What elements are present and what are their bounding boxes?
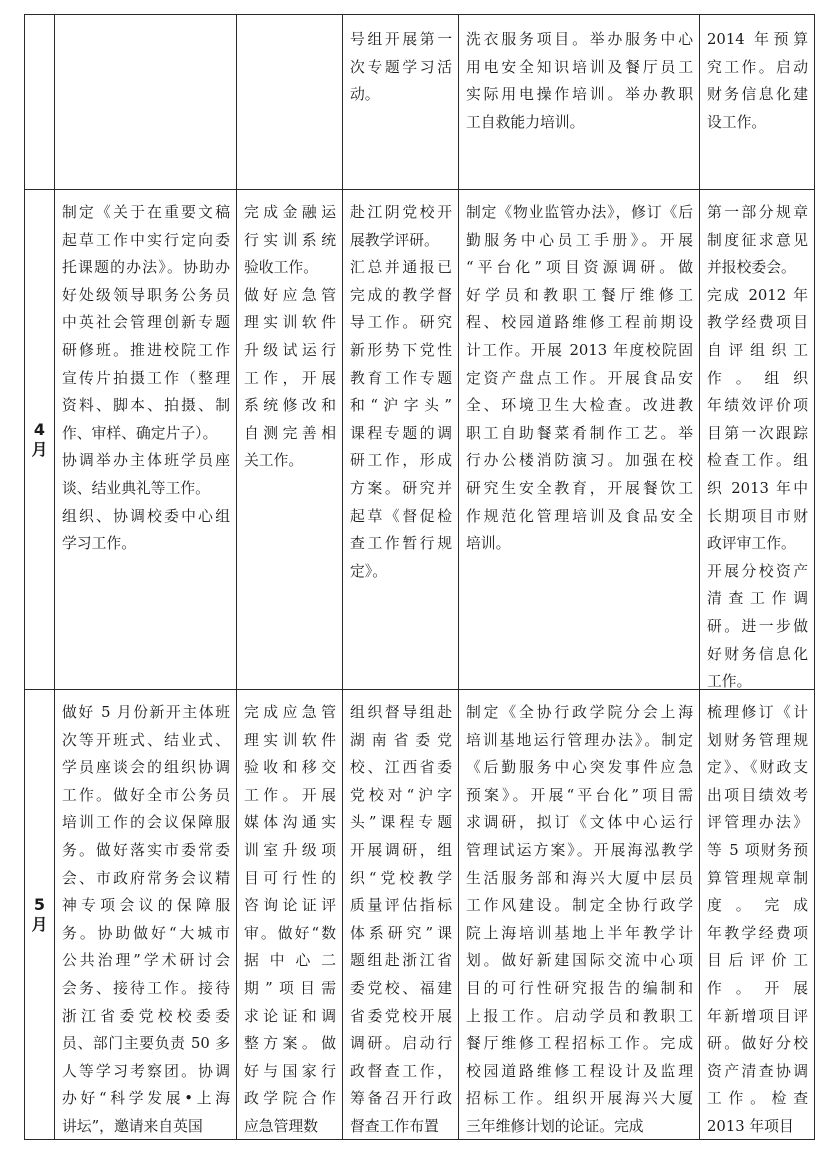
cell-line: 出项目绩效考 [707, 786, 808, 804]
month-label: 5月 [31, 894, 48, 934]
cell-line: 方案。研究并 [350, 479, 452, 497]
cell-line: 好与国家行 [244, 1062, 336, 1080]
cell-line: 管理试运方案》。开展海泓教学 [466, 841, 693, 859]
table-cell [237, 690, 343, 1140]
cell-line: 党校对“沪字 [350, 786, 452, 804]
cell-line: 目第一次跟踪 [707, 424, 808, 442]
cell-line: 招标工作。组织开展海兴大厦 [466, 1090, 693, 1108]
cell-line: 完成金融运 [244, 204, 336, 221]
cell-line: 工作。开展 [244, 786, 336, 804]
cell-line: 定》。 [350, 562, 387, 580]
cell-line: 应急管理数 [244, 1117, 318, 1135]
table-cell [343, 14, 459, 190]
cell-line: 行办公楼消防演习。加强在校 [466, 452, 693, 470]
cell-line: 调研。启动行 [350, 1035, 452, 1053]
cell-line: 年新增项目评 [707, 1007, 808, 1025]
cell-line: 导工作。研究 [350, 314, 452, 332]
cell-line: 审。做好“数 [244, 924, 336, 942]
table-cell [55, 690, 237, 1140]
table-cell [343, 190, 459, 690]
cell-line: 校、江西省委 [350, 759, 452, 777]
cell-line: 制度征求意见 [707, 231, 808, 249]
cell-line: 制定《关于在重要文稿 [62, 204, 230, 221]
cell-line: 完成的教学督 [350, 286, 452, 304]
cell-line: 体系研究”课 [350, 924, 452, 942]
table-cell [700, 690, 815, 1140]
cell-line: 公共治理”学术研讨会 [62, 952, 230, 970]
cell-line: 员、部门主要负责 50 多 [62, 1035, 230, 1053]
cell-line: 题组赴浙江省 [350, 952, 452, 970]
cell-line: 谈、结业典礼等工作。 [62, 479, 210, 497]
cell-line: 年绩效评价项 [707, 397, 808, 415]
cell-line: 关工作。 [244, 452, 304, 470]
cell-line: 人等学习考察团。协调 [62, 1062, 230, 1080]
cell-line: 清查工作调 [707, 590, 808, 608]
cell-line: 研。做好分校 [707, 1035, 808, 1053]
cell-line: 宣传片拍摄工作（整理 [62, 369, 230, 387]
cell-line: 究工作。启动 [707, 58, 808, 76]
cell-line: “平台化”项目资源调研。做 [466, 259, 693, 277]
cell-line: 划。做好新建国际交流中心项 [466, 952, 693, 970]
cell-line: 政评审工作。 [707, 535, 796, 553]
cell-line: 评管理办法》 [707, 814, 808, 832]
table-cell [459, 14, 700, 190]
cell-line: 研。进一步做 [707, 617, 808, 635]
cell-line: 理实训软件 [244, 731, 336, 749]
cell-line: 并报校委会。 [707, 259, 796, 277]
cell-line: 动。 [350, 86, 380, 104]
month-cell [24, 14, 55, 190]
cell-line: 好学员和教职工餐厅维修工 [466, 286, 693, 304]
cell-line: 三年维修计划的论证。完成 [466, 1117, 644, 1135]
cell-line: 目的可行性研究报告的编制和 [466, 979, 693, 997]
cell-line: 检查工作。组 [707, 452, 808, 470]
cell-line: 培训。 [466, 535, 511, 553]
cell-line: 和“沪字头” [350, 397, 452, 415]
cell-line: 资料、脚本、拍摄、制 [62, 397, 230, 415]
cell-line: 算管理规章制 [707, 869, 808, 887]
cell-line: 起草《督促检 [350, 507, 452, 525]
cell-line: 升级试运行 [244, 341, 336, 359]
cell-line: 号组开展第一 [350, 31, 452, 48]
cell-line: 好处级领导职务公务员 [62, 286, 230, 304]
cell-line: 洗衣服务项目。举办服务中心 [466, 31, 693, 48]
cell-line: 做好 5 月份新开主体班 [62, 704, 230, 721]
cell-line: 讲坛”，邀请来自英国 [62, 1117, 203, 1135]
cell-line: 自评组织工 [707, 341, 808, 359]
cell-line: 求论证和调 [244, 1007, 336, 1025]
cell-line: 作规范化管理培训及食品安全 [466, 507, 693, 525]
cell-line: 织 2013 年中 [707, 479, 808, 497]
cell-line: 校园道路维修工程设计及监理 [466, 1062, 693, 1080]
cell-line: 组织、协调校委中心组 [62, 507, 230, 525]
cell-line: 用电安全知识培训及餐厅员工 [466, 58, 693, 76]
cell-line: 委党校、福建 [350, 979, 452, 997]
cell-line: 开展调研，组 [350, 841, 452, 859]
cell-line: 上报工作。启动学员和教职工 [466, 1007, 693, 1025]
cell-line: 查工作暂行规 [350, 535, 452, 553]
cell-line: 浙江省委党校校委委 [62, 1007, 230, 1025]
cell-line: 中英社会管理创新专题 [62, 314, 230, 332]
work-plan-table [24, 14, 815, 1140]
cell-line: 省委党校开展 [350, 1007, 452, 1025]
cell-line: 制定《全协行政学院分会上海 [466, 704, 693, 721]
cell-line: 研修班。推进校院工作 [62, 341, 230, 359]
cell-line: 研工作，形成 [350, 452, 452, 470]
cell-line: 目后评价工 [707, 952, 808, 970]
cell-line: 好财务信息化 [707, 645, 808, 663]
cell-line: 预案》。开展“平台化”项目需 [466, 786, 693, 804]
cell-line: 系统修改和 [244, 397, 336, 415]
cell-line: 制定《物业监管办法》，修订《后 [466, 204, 693, 221]
cell-line: 课程专题的调 [350, 424, 452, 442]
cell-line: 等 5 项财务预 [707, 841, 808, 859]
cell-line: 务。协助做好“大城市 [62, 924, 230, 942]
cell-line: 设工作。 [707, 113, 767, 131]
cell-line: 划财务管理规 [707, 731, 808, 749]
cell-line: 做好应急管 [244, 286, 336, 304]
cell-line: 工作。检查 [707, 1090, 808, 1108]
cell-line: 院上海培训基地上半年教学计 [466, 924, 693, 942]
cell-line: 教学经费项目 [707, 314, 808, 332]
cell-line: 完成应急管 [244, 704, 336, 721]
table-cell [55, 14, 237, 190]
table-cell [343, 690, 459, 1140]
month-label: 4月 [31, 419, 48, 459]
cell-line: 教育工作专题 [350, 369, 452, 387]
cell-line: 学员座谈会的组织协调 [62, 759, 230, 777]
cell-line: 程、校园道路维修工程前期设 [466, 314, 693, 332]
cell-line: 验收和移交 [244, 759, 336, 777]
month-cell [24, 190, 55, 690]
cell-line: 汇总并通报已 [350, 259, 452, 277]
table-cell [459, 690, 700, 1140]
cell-line: 实际用电操作培训。举办教职 [466, 86, 693, 104]
table-cell [55, 190, 237, 690]
cell-line: 度。完成 [707, 897, 808, 915]
cell-line: 作、审样、确定片子）。 [62, 424, 218, 442]
cell-line: 协调举办主体班学员座 [62, 452, 230, 470]
cell-line: 行实训系统 [244, 231, 336, 249]
cell-line: 工作。做好全市公务员 [62, 786, 230, 804]
cell-line: 学习工作。 [62, 535, 136, 553]
table-cell [700, 190, 815, 690]
cell-line: 作。组织 [707, 369, 808, 387]
cell-line: 生活服务部和海兴大厦中层员 [466, 869, 693, 887]
cell-line: 2014 年预算 [707, 31, 808, 48]
table-cell [459, 190, 700, 690]
cell-line: 职工自助餐菜肴制作工艺。举 [466, 424, 693, 442]
cell-line: 定》、《财政支 [707, 759, 808, 777]
cell-line: 培训工作的会议保障服 [62, 814, 230, 832]
cell-line: 资产清查协调 [707, 1062, 808, 1080]
cell-line: 求调研，拟订《文体中心运行 [466, 814, 693, 832]
cell-line: 赴江阴党校开 [350, 204, 452, 221]
cell-line: 展教学评研。 [350, 231, 439, 249]
cell-line: 理实训软件 [244, 314, 336, 332]
cell-line: 媒体沟通实 [244, 814, 336, 832]
cell-line: 工作。 [707, 673, 752, 690]
cell-line: 托课题的办法》。协助办 [62, 259, 230, 277]
month-cell [24, 690, 55, 1140]
cell-line: 工自救能力培训。 [466, 113, 585, 131]
cell-line: 政督查工作， [350, 1062, 452, 1080]
cell-line: 头”课程专题 [350, 814, 452, 832]
cell-line: 织“党校教学 [350, 869, 452, 887]
table-cell [700, 14, 815, 190]
cell-line: 梳理修订《计 [707, 704, 808, 721]
cell-line: 会、市政府常务会议精 [62, 869, 230, 887]
cell-line: 训室升级项 [244, 841, 336, 859]
cell-line: 目可行性的 [244, 869, 336, 887]
cell-line: 完成 2012 年 [707, 286, 808, 304]
cell-line: 2013 年项目 [707, 1117, 794, 1135]
cell-line: 工作风建设。制定全协行政学 [466, 897, 693, 915]
cell-line: 筹备召开行政 [350, 1090, 452, 1108]
cell-line: 年教学经费项 [707, 924, 808, 942]
cell-line: 务。做好落实市委常委 [62, 841, 230, 859]
cell-line: 次专题学习活 [350, 58, 452, 76]
cell-line: 质量评估指标 [350, 897, 452, 915]
cell-line: 勤服务中心员工手册》。开展 [466, 231, 693, 249]
cell-line: 新形势下党性 [350, 341, 452, 359]
cell-line: 验收工作。 [244, 259, 318, 277]
cell-line: 自测完善相 [244, 424, 336, 442]
cell-line: 次等开班式、结业式、 [62, 731, 230, 749]
cell-line: 神专项会议的保障服 [62, 897, 230, 915]
cell-line: 办好“科学发展•上海 [62, 1090, 230, 1108]
cell-line: 定资产盘点工作。开展食品安 [466, 369, 693, 387]
cell-line: 餐厅维修工程招标工作。完成 [466, 1035, 693, 1053]
cell-line: 政学院合作 [244, 1090, 336, 1108]
table-cell [237, 190, 343, 690]
cell-line: 开展分校资产 [707, 562, 808, 580]
cell-line: 《后勤服务中心突发事件应急 [466, 759, 693, 777]
cell-line: 计工作。开展 2013 年度校院固 [466, 341, 693, 359]
cell-line: 研究生安全教育，开展餐饮工 [466, 479, 693, 497]
cell-line: 工作，开展 [244, 369, 336, 387]
cell-line: 会务、接待工作。接待 [62, 979, 230, 997]
cell-line: 整方案。做 [244, 1035, 336, 1053]
cell-line: 组织督导组赴 [350, 704, 452, 721]
cell-line: 第一部分规章 [707, 204, 808, 221]
cell-line: 督查工作布置 [350, 1117, 439, 1135]
cell-line: 作。开展 [707, 979, 808, 997]
cell-line: 培训基地运行管理办法》。制定 [466, 731, 693, 749]
cell-line: 财务信息化建 [707, 86, 808, 104]
cell-line: 湖南省委党 [350, 731, 452, 749]
cell-line: 全、环境卫生大检查。改进教 [466, 397, 693, 415]
cell-line: 据中心二 [244, 952, 336, 970]
cell-line: 起草工作中实行定向委 [62, 231, 230, 249]
cell-line: 长期项目市财 [707, 507, 808, 525]
cell-line: 咨询论证评 [244, 897, 336, 915]
table-cell [237, 14, 343, 190]
cell-line: 期”项目需 [244, 979, 336, 997]
